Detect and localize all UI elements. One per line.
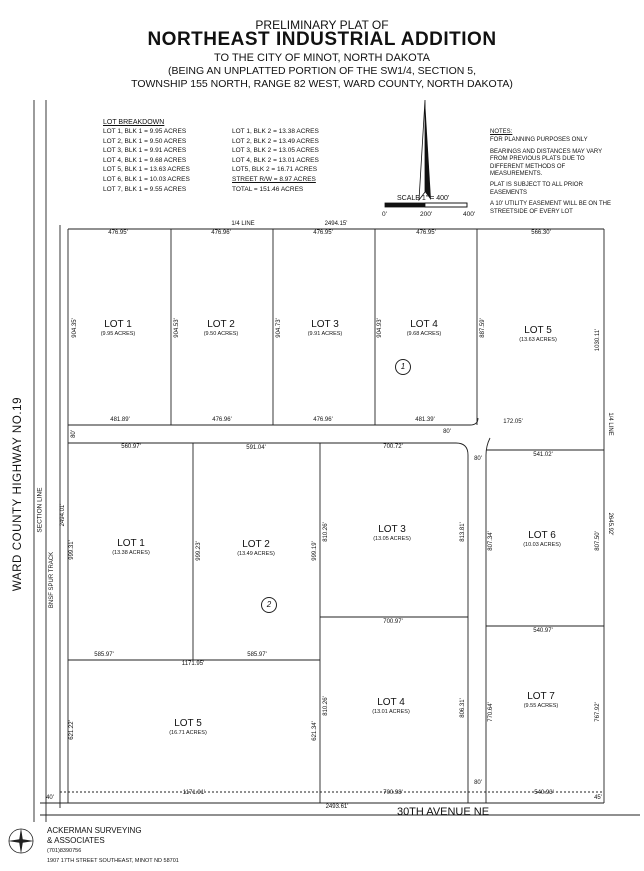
dimension-label: 476.95' (416, 230, 436, 236)
lot-name: LOT 3 (311, 319, 339, 330)
lot-breakdown-row: LOT 2, BLK 1 = 9.50 ACRES (103, 137, 187, 145)
lot-name: LOT 5 (174, 718, 202, 729)
dimension-label: 585.97' (247, 652, 267, 658)
dimension-label: 80' (474, 456, 482, 462)
dimension-label: 887.59' (480, 318, 486, 338)
dimension-label: 540.97' (533, 628, 553, 634)
lot-breakdown-total: TOTAL = 151.46 ACRES (232, 185, 304, 193)
block-marker: 2 (261, 597, 277, 613)
lot-name: LOT 5 (524, 325, 552, 336)
dimension-label: 476.95' (108, 230, 128, 236)
plat-title-main: NORTHEAST INDUSTRIAL ADDITION (147, 29, 497, 50)
compass-logo-icon (6, 826, 36, 856)
road-east-edge (486, 438, 490, 803)
scale-bar (385, 203, 467, 207)
road-south-edge (68, 443, 468, 803)
dimension-label: 810.26' (323, 522, 329, 542)
lot-name: LOT 6 (528, 530, 556, 541)
scale-label: SCALE 1" = 400' (397, 195, 450, 202)
dimension-label: 476.96' (211, 230, 231, 236)
lot-label (308, 319, 343, 337)
dimension-label: 767.92' (595, 702, 601, 722)
dimension-label: 80' (443, 429, 451, 435)
lot-breakdown-row: LOT 2, BLK 2 = 13.49 ACRES (232, 137, 319, 145)
firm-name: ACKERMAN SURVEYING (47, 826, 142, 835)
lot-breakdown-row: LOT 1, BLK 2 = 13.38 ACRES (232, 128, 319, 135)
dimension-label: 999.31' (69, 540, 75, 560)
lot-label (204, 319, 239, 337)
dimension-label: 541.02' (533, 452, 553, 458)
dimension-label: 770.64' (488, 702, 494, 722)
lot-name: LOT 1 (117, 538, 145, 549)
dimension-label: 560.97' (121, 444, 141, 450)
lot-acres: (9.68 ACRES) (406, 331, 442, 337)
dimension-label: 540.93' (534, 790, 554, 796)
lot-label (407, 319, 442, 337)
firm-address: 1907 17TH STREET SOUTHEAST, MINOT ND 58701 (47, 858, 179, 864)
lot-name: LOT 3 (378, 524, 406, 535)
dimension-label: 2494.15' (324, 221, 348, 227)
lot-name: LOT 4 (377, 697, 405, 708)
lot-acres: (9.55 ACRES) (523, 703, 559, 709)
dimension-label: 700.98' (383, 790, 403, 796)
dimension-label: 1171.95' (181, 661, 205, 667)
lot-acres: (16.71 ACRES) (169, 730, 207, 736)
dimension-label: 1030.11' (595, 328, 601, 352)
bnsf-track-label: BNSF SPUR TRACK (49, 551, 55, 609)
lot-acres: (9.50 ACRES) (203, 331, 239, 337)
lot-name: LOT 2 (242, 539, 270, 550)
note-item: FOR PLANNING PURPOSES ONLY (490, 137, 588, 144)
quarter-line-label: 1/4 LINE (607, 412, 613, 436)
lot-acres: (13.05 ACRES) (373, 536, 411, 542)
dimension-label: 481.39' (415, 417, 435, 423)
lot-breakdown-row: LOT 3, BLK 1 = 9.91 ACRES (103, 147, 187, 155)
dimension-label: 80' (71, 430, 77, 438)
lot-label (101, 319, 136, 337)
dimension-label: 566.30' (531, 230, 551, 236)
firm-phone: (701)8390756 (47, 848, 82, 854)
dimension-label: 621.22' (69, 720, 75, 740)
lot-acres: (13.38 ACRES) (112, 550, 150, 556)
dimension-label: 621.34' (312, 721, 318, 741)
dimension-label: 2494.01' (60, 503, 66, 527)
lot-breakdown-row: LOT 7, BLK 1 = 9.55 ACRES (103, 185, 187, 193)
plat-title-line1: PRELIMINARY PLAT OF (255, 18, 389, 32)
dimension-label: 591.04' (246, 445, 266, 451)
lot-breakdown-row: LOT 1, BLK 1 = 9.95 ACRES (103, 128, 187, 135)
lot-name: LOT 2 (207, 319, 235, 330)
lot-acres: (10.03 ACRES) (523, 542, 561, 548)
scale-tick-label: 200' (420, 211, 433, 218)
dimension-label: 810.26' (323, 696, 329, 716)
lot-name: LOT 4 (410, 319, 438, 330)
dimension-label: 807.50' (595, 531, 601, 551)
lot-label (237, 539, 275, 557)
lot-name: LOT 7 (527, 691, 555, 702)
dimension-label: 806.31' (460, 698, 466, 718)
lot-acres: (13.01 ACRES) (372, 709, 410, 715)
section-line-label: SECTION LINE (36, 487, 44, 533)
lot-breakdown-row: LOT5, BLK 2 = 16.71 ACRES (232, 166, 318, 174)
lot-acres: (13.49 ACRES) (237, 551, 275, 557)
lot-breakdown-row: LOT 3, BLK 2 = 13.05 ACRES (232, 147, 319, 155)
dimension-label: 807.34' (488, 531, 494, 551)
dimension-label: 2645.92' (607, 512, 613, 536)
lot-acres: (13.63 ACRES) (519, 337, 557, 343)
dimension-label: 904.73' (276, 318, 282, 338)
block-marker: 1 (395, 359, 411, 375)
lot-breakdown-row: LOT 5, BLK 1 = 13.63 ACRES (103, 166, 190, 174)
notes-title: NOTES: (490, 129, 513, 135)
lot-label (372, 697, 410, 715)
lot-breakdown-row: LOT 6, BLK 1 = 10.03 ACRES (103, 175, 190, 183)
dimension-label: 481.89' (110, 417, 130, 423)
dimension-label: 172.05' (503, 419, 523, 425)
lot-breakdown-row: LOT 4, BLK 2 = 13.01 ACRES (232, 156, 319, 164)
plat-title-line4: (BEING AN UNPLATTED PORTION OF THE SW1/4, SECTION 5, (167, 65, 477, 77)
scale-tick-label: 0' (382, 211, 387, 218)
lot-breakdown-title: LOT BREAKDOWN (103, 119, 165, 126)
lot-acres: (9.95 ACRES) (100, 331, 136, 337)
lot-breakdown-row: STREET R/W = 8.97 ACRES (232, 175, 316, 183)
lot-label (373, 524, 411, 542)
dimension-label: 999.19' (312, 541, 318, 561)
dimension-label: 904.93' (377, 318, 383, 338)
lot-label (524, 691, 559, 709)
dimension-label: 45' (594, 795, 602, 801)
lot-acres: (9.91 ACRES) (307, 331, 343, 337)
dimension-label: 476.96' (313, 417, 333, 423)
lot-label (523, 530, 561, 548)
note-item: BEARINGS AND DISTANCES MAY VARY FROM PREVIOUS PLATS DUE TO DIFFERENT METHODS OF MEASUREMENTS. (490, 148, 603, 178)
note-item: PLAT IS SUBJECT TO ALL PRIOR EASEMENTS (490, 182, 583, 196)
plat-title-line5: TOWNSHIP 155 NORTH, RANGE 82 WEST, WARD COUNTY, NORTH DAKOTA) (131, 78, 513, 90)
lot-label (519, 325, 557, 343)
firm-name-2: & ASSOCIATES (47, 836, 105, 845)
dimension-label: 2493.61' (325, 804, 349, 810)
dimension-label: 80' (474, 780, 482, 786)
quarter-line-label: 1/4 LINE (231, 221, 255, 227)
dimension-label: 904.53' (174, 318, 180, 338)
highway-label: WARD COUNTY HIGHWAY NO.19 (12, 396, 24, 592)
dimension-label: 999.23' (196, 541, 202, 561)
dimension-label: 40' (46, 795, 54, 801)
dimension-label: 700.97' (383, 619, 403, 625)
dimension-label: 476.95' (313, 230, 333, 236)
dimension-label: 700.72' (383, 444, 403, 450)
lot-name: LOT 1 (104, 319, 132, 330)
lot-breakdown-row: LOT 4, BLK 1 = 9.68 ACRES (103, 156, 187, 164)
dimension-label: 904.35' (72, 318, 78, 338)
note-item: A 10' UTILITY EASEMENT WILL BE ON THE STREETSIDE OF EVERY LOT (490, 201, 611, 215)
lot-label (169, 718, 207, 736)
dimension-label: 813.81' (460, 522, 466, 542)
avenue-label: 30TH AVENUE NE (396, 806, 490, 818)
dimension-label: 1171.91' (182, 790, 206, 796)
dimension-label: 585.97' (94, 652, 114, 658)
lot-label (112, 538, 150, 556)
dimension-label: 476.96' (212, 417, 232, 423)
scale-tick-label: 400' (463, 211, 476, 218)
plat-title-line3: TO THE CITY OF MINOT, NORTH DAKOTA (214, 52, 430, 64)
surveyor-info (47, 826, 179, 866)
